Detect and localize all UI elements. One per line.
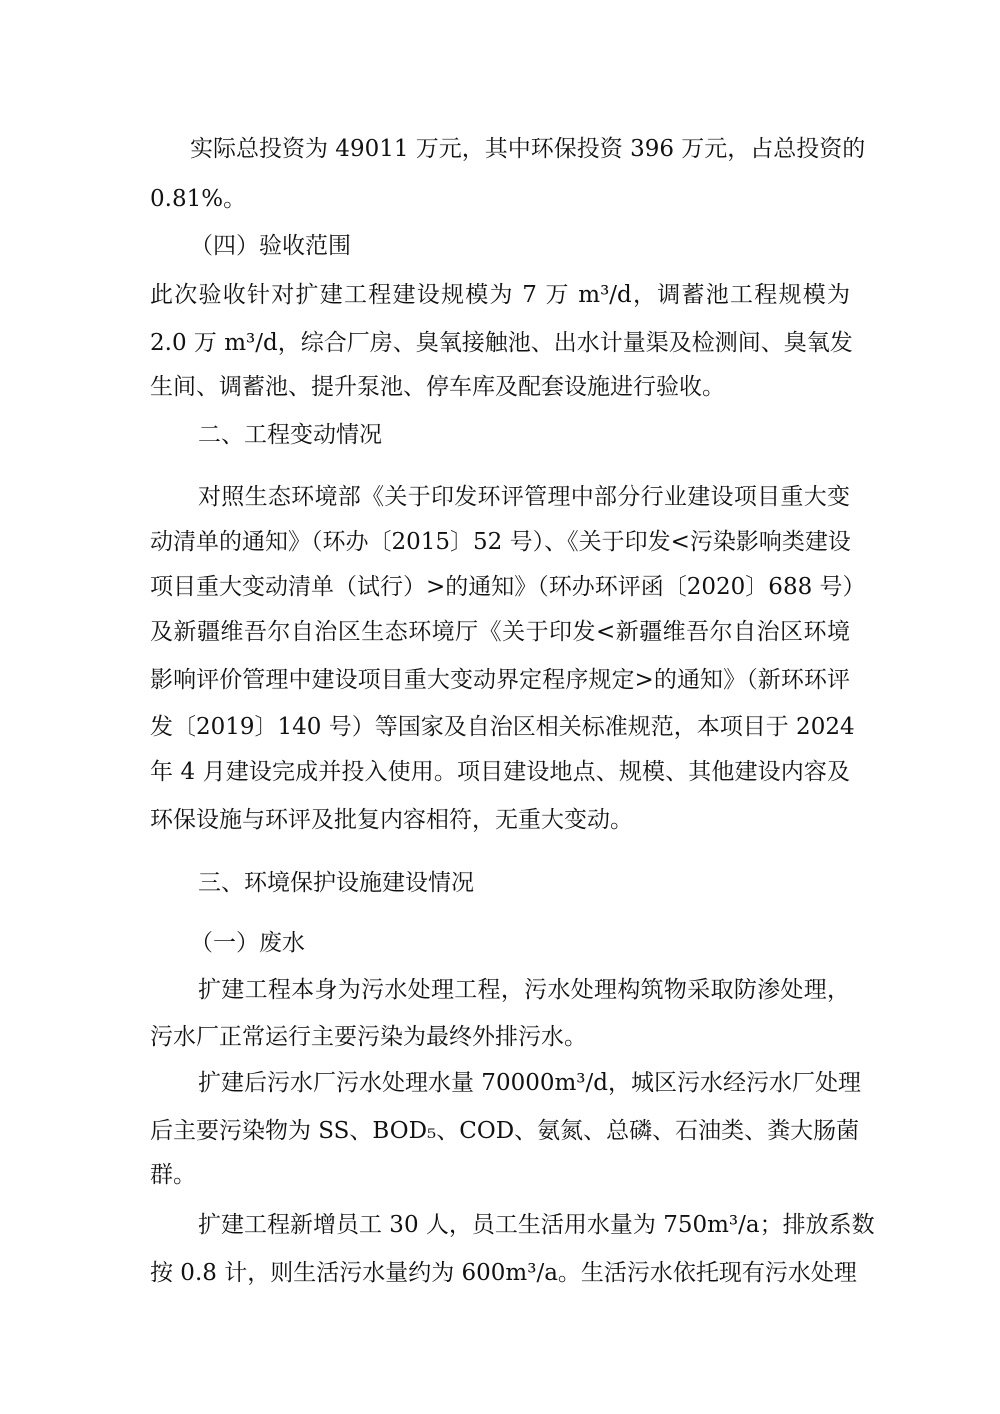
scope-line-1: 此次验收针对扩建工程建设规模为 7 万 m³/d，调蓄池工程规模为 [150, 282, 850, 308]
changes-line-4: 及新疆维吾尔自治区生态环境厅《关于印发<新疆维吾尔自治区环境 [150, 619, 850, 645]
scope-line-2: 2.0 万 m³/d，综合厂房、臭氧接触池、出水计量渠及检测间、臭氧发 [150, 330, 853, 356]
changes-line-6: 发〔2019〕140 号）等国家及自治区相关标准规范，本项目于 2024 [150, 714, 855, 740]
volume-line-3: 群。 [150, 1162, 196, 1188]
changes-line-7: 年 4 月建设完成并投入使用。项目建设地点、规模、其他建设内容及 [150, 759, 850, 785]
subsection-wastewater-heading: （一）废水 [190, 930, 305, 956]
changes-line-5: 影响评价管理中建设项目重大变动界定程序规定>的通知》（新环环评 [150, 667, 850, 693]
wastewater-line-2: 污水厂正常运行主要污染为最终外排污水。 [150, 1024, 587, 1050]
section-changes-heading: 二、工程变动情况 [198, 422, 382, 448]
wastewater-line-1: 扩建工程本身为污水处理工程，污水处理构筑物采取防渗处理， [198, 977, 850, 1003]
section-acceptance-scope-heading: （四）验收范围 [190, 233, 351, 259]
changes-line-8: 环保设施与环评及批复内容相符，无重大变动。 [150, 807, 633, 833]
volume-line-2: 后主要污染物为 SS、BOD₅、COD、氨氮、总磷、石油类、粪大肠菌 [150, 1118, 860, 1144]
changes-line-2: 动清单的通知》（环办〔2015〕52 号）、《关于印发<污染影响类建设 [150, 529, 851, 555]
investment-line-1: 实际总投资为 49011 万元，其中环保投资 396 万元，占总投资的 [190, 136, 866, 162]
section-env-facilities-heading: 三、环境保护设施建设情况 [198, 870, 474, 896]
staff-line-2: 按 0.8 计，则生活污水量约为 600m³/a。生活污水依托现有污水处理 [150, 1260, 857, 1286]
volume-line-1: 扩建后污水厂污水处理水量 70000m³/d，城区污水经污水厂处理 [198, 1070, 861, 1096]
staff-line-1: 扩建工程新增员工 30 人，员工生活用水量为 750m³/a；排放系数 [198, 1212, 875, 1238]
investment-line-2: 0.81%。 [150, 186, 247, 212]
scope-line-3: 生间、调蓄池、提升泵池、停车库及配套设施进行验收。 [150, 374, 725, 400]
changes-line-3: 项目重大变动清单（试行）>的通知》（环办环评函〔2020〕688 号） [150, 574, 866, 600]
changes-line-1: 对照生态环境部《关于印发环评管理中部分行业建设项目重大变 [198, 484, 850, 510]
